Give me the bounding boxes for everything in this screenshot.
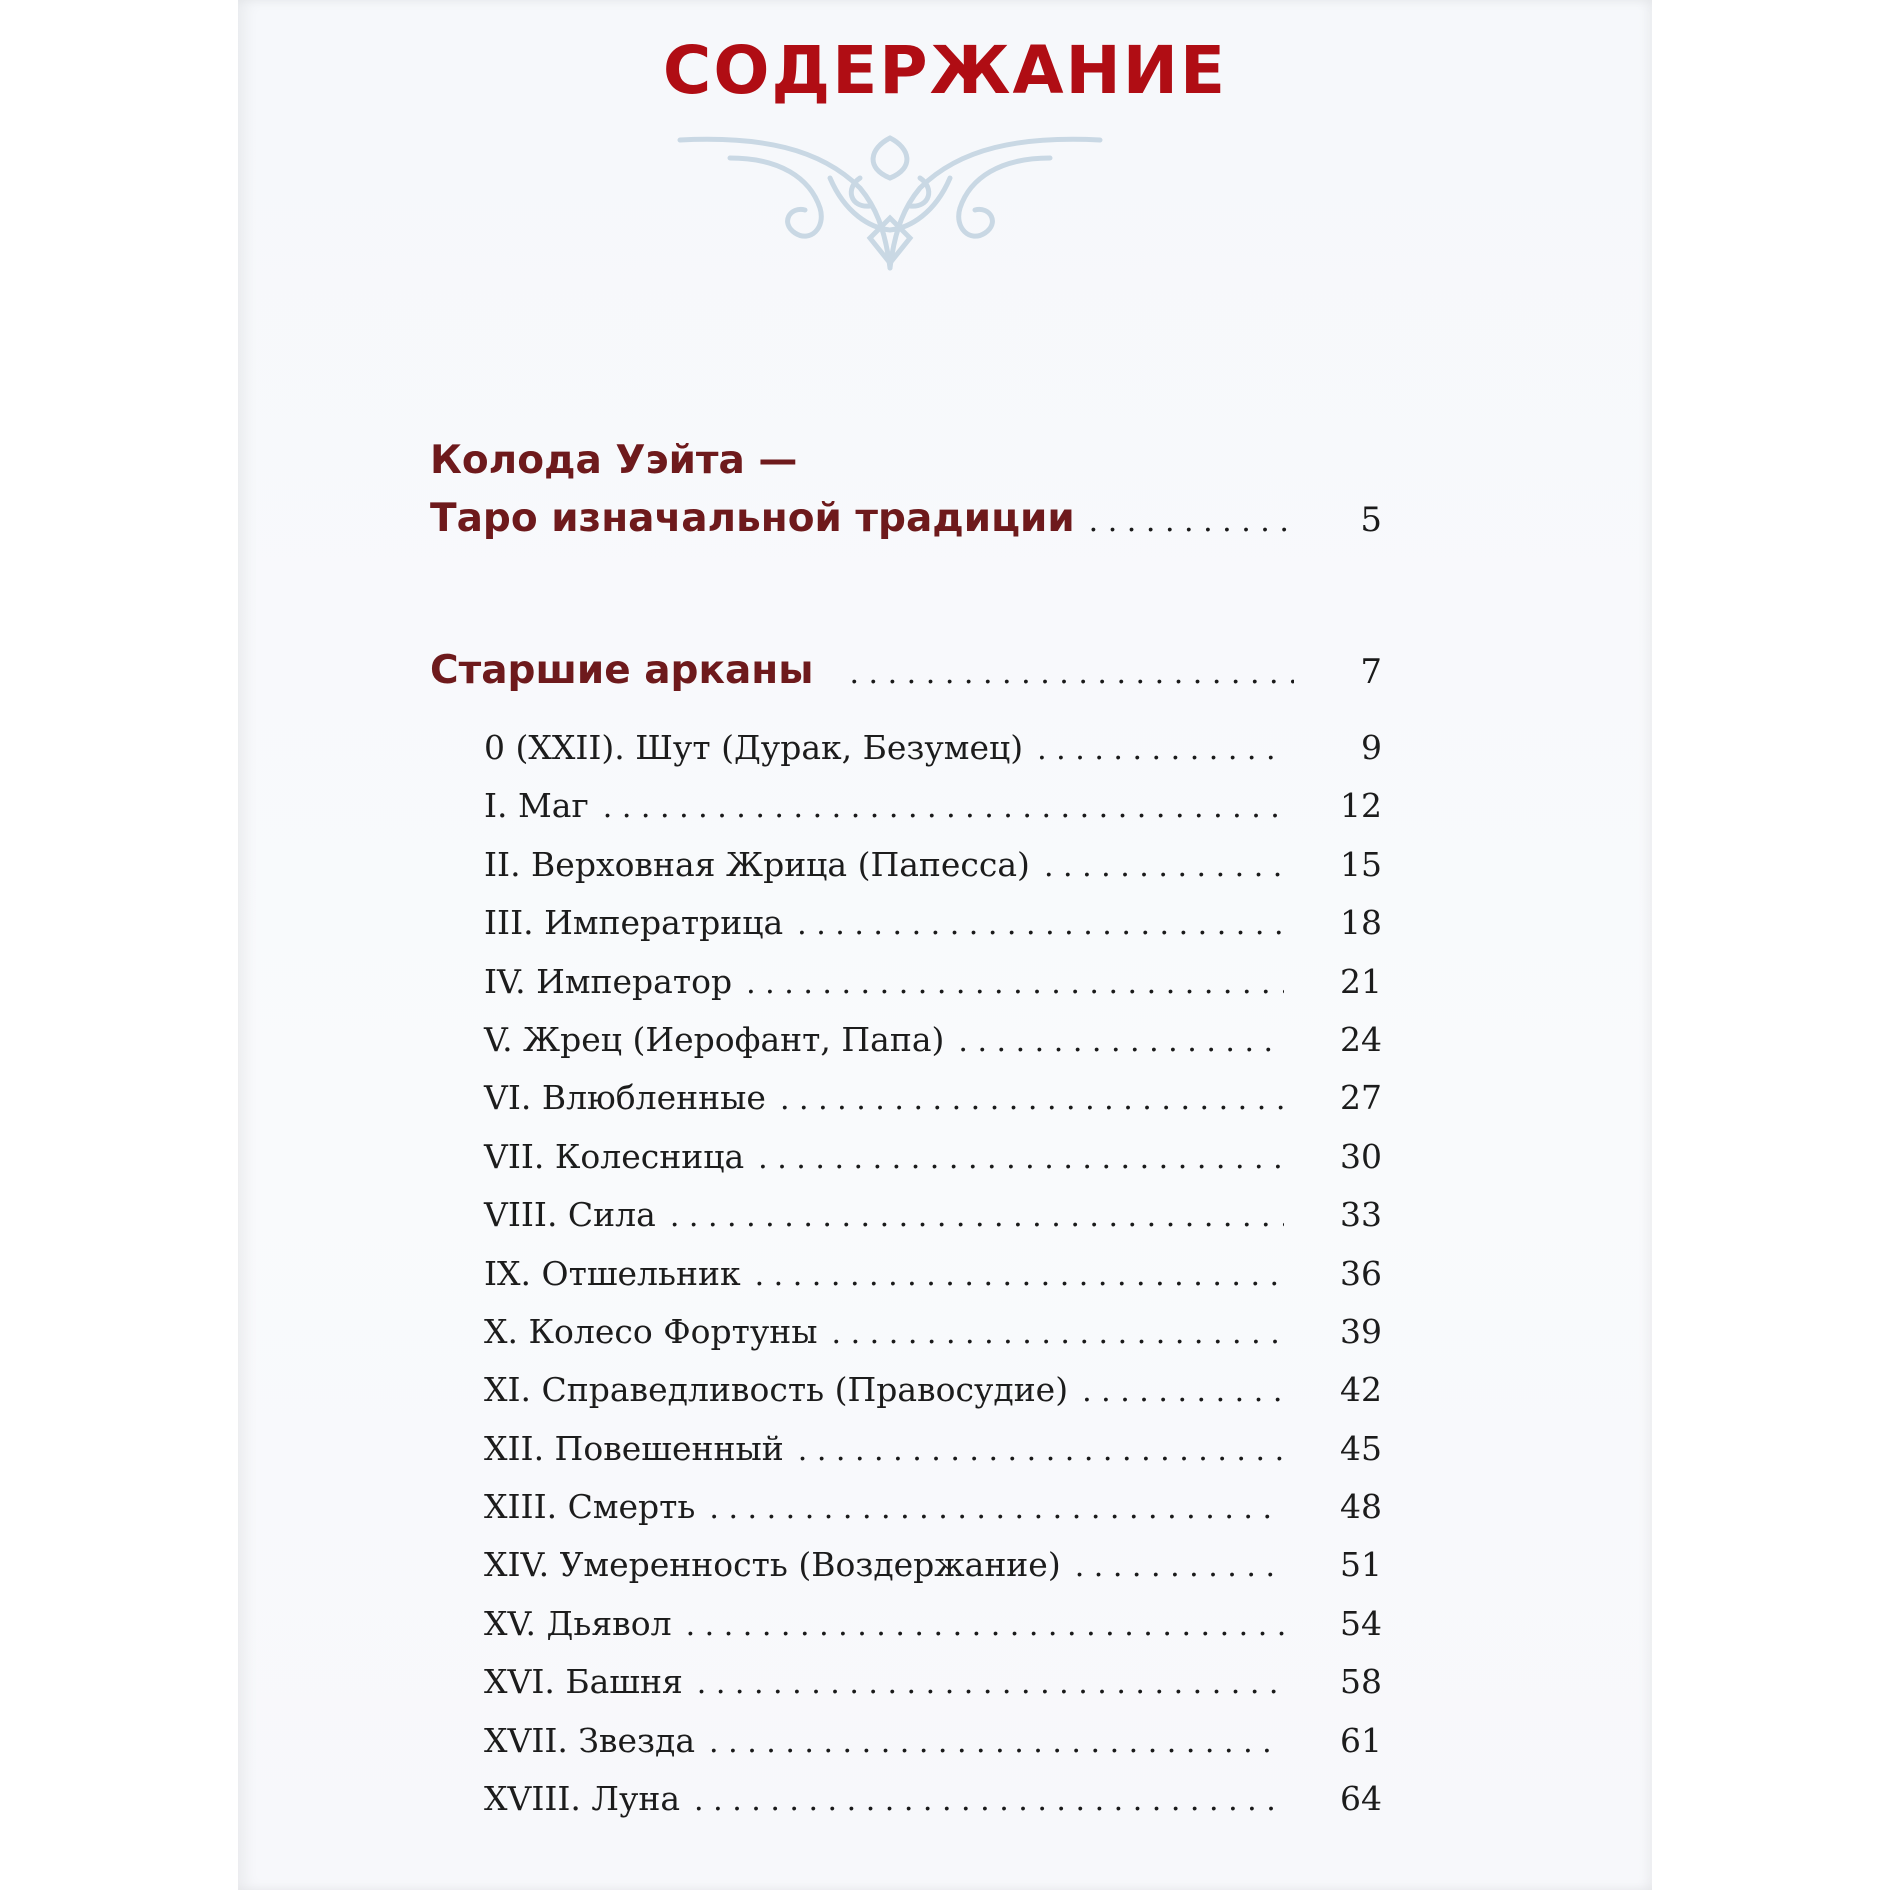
- entry-label: I. Маг: [484, 786, 589, 826]
- entry-label: VI. Влюбленные: [484, 1078, 766, 1118]
- toc-entry[interactable]: [484, 903, 1382, 961]
- section-major-arcana[interactable]: [430, 648, 1382, 693]
- dot-leader: [746, 966, 1284, 1001]
- section-page-number: 5: [1360, 500, 1382, 540]
- dot-leader: [1082, 1374, 1284, 1409]
- entry-label: II. Верховная Жрица (Папесса): [484, 844, 1030, 884]
- dot-leader: [798, 1433, 1284, 1468]
- entry-page-number: 51: [1340, 1545, 1382, 1585]
- entry-page-number: 18: [1340, 903, 1382, 943]
- section-waite-deck[interactable]: [430, 438, 1382, 541]
- dot-leader: [758, 1141, 1284, 1176]
- ornament-divider: [670, 118, 1110, 288]
- dot-leader: [780, 1082, 1284, 1117]
- toc-entries: [484, 728, 1382, 1837]
- toc-entry[interactable]: [484, 1370, 1382, 1428]
- dot-leader: [1089, 504, 1294, 539]
- entry-label: VII. Колесница: [484, 1136, 745, 1176]
- dot-leader: [832, 1316, 1284, 1351]
- entry-label: XVI. Башня: [484, 1662, 683, 1702]
- entry-page-number: 30: [1340, 1136, 1382, 1176]
- toc-entry[interactable]: [484, 1545, 1382, 1603]
- section-title: Старшие арканы: [430, 648, 814, 693]
- toc-entry[interactable]: [484, 728, 1382, 786]
- entry-page-number: 33: [1340, 1195, 1382, 1235]
- entry-page-number: 48: [1340, 1487, 1382, 1527]
- section-title-line2: Таро изначальной традиции: [430, 496, 1075, 541]
- toc-entry[interactable]: [484, 962, 1382, 1020]
- page-title: СОДЕРЖАНИЕ: [662, 32, 1228, 109]
- toc-entry[interactable]: [484, 1662, 1382, 1720]
- toc-entry[interactable]: [484, 1487, 1382, 1545]
- entry-page-number: 12: [1340, 786, 1382, 826]
- dot-leader: [1037, 732, 1284, 767]
- toc-entry[interactable]: [484, 1020, 1382, 1078]
- entry-page-number: 54: [1340, 1603, 1382, 1643]
- dot-leader: [755, 1258, 1284, 1293]
- dot-leader: [797, 907, 1284, 942]
- entry-label: XVIII. Луна: [484, 1779, 681, 1819]
- entry-label: X. Колесо Фортуны: [484, 1311, 818, 1351]
- entry-page-number: 15: [1340, 844, 1382, 884]
- toc-entry[interactable]: [484, 786, 1382, 844]
- entry-label: XI. Справедливость (Правосудие): [484, 1370, 1069, 1410]
- entry-label: VIII. Сила: [484, 1195, 656, 1235]
- entry-label: XVII. Звезда: [484, 1720, 696, 1760]
- toc-entry[interactable]: [484, 1779, 1382, 1837]
- toc-entry[interactable]: [484, 1254, 1382, 1312]
- dot-leader: [958, 1024, 1284, 1059]
- dot-leader: [694, 1783, 1284, 1818]
- toc-entry[interactable]: [484, 845, 1382, 903]
- entry-label: IV. Император: [484, 961, 733, 1001]
- toc-entry[interactable]: [484, 1137, 1382, 1195]
- entry-page-number: 27: [1340, 1078, 1382, 1118]
- entry-page-number: 61: [1340, 1720, 1382, 1760]
- dot-leader: [709, 1725, 1284, 1760]
- toc-entry[interactable]: [484, 1721, 1382, 1779]
- entry-page-number: 21: [1340, 961, 1382, 1001]
- section-title-line1: Колода Уэйта —: [430, 438, 798, 483]
- entry-page-number: 64: [1340, 1779, 1382, 1819]
- dot-leader: [686, 1608, 1284, 1643]
- toc-entry[interactable]: [484, 1195, 1382, 1253]
- entry-page-number: 45: [1340, 1428, 1382, 1468]
- toc-entry[interactable]: [484, 1429, 1382, 1487]
- entry-label: IX. Отшельник: [484, 1253, 741, 1293]
- dot-leader: [849, 656, 1294, 691]
- toc-entry[interactable]: [484, 1312, 1382, 1370]
- section-page-number: 7: [1360, 652, 1382, 692]
- toc-entry[interactable]: [484, 1078, 1382, 1136]
- dot-leader: [670, 1199, 1284, 1234]
- entry-label: XIII. Смерть: [484, 1487, 696, 1527]
- entry-label: XV. Дьявол: [484, 1603, 672, 1643]
- entry-label: 0 (XXII). Шут (Дурак, Безумец): [484, 728, 1024, 767]
- toc-entry[interactable]: [484, 1604, 1382, 1662]
- entry-page-number: 9: [1361, 728, 1382, 767]
- dot-leader: [709, 1491, 1284, 1526]
- dot-leader: [603, 790, 1284, 825]
- entry-page-number: 24: [1340, 1019, 1382, 1059]
- entry-page-number: 39: [1340, 1311, 1382, 1351]
- entry-page-number: 42: [1340, 1370, 1382, 1410]
- entry-label: XIV. Умеренность (Воздержание): [484, 1545, 1061, 1585]
- entry-page-number: 36: [1340, 1253, 1382, 1293]
- entry-label: III. Императрица: [484, 903, 784, 943]
- entry-label: V. Жрец (Иерофант, Папа): [484, 1019, 945, 1059]
- entry-page-number: 58: [1340, 1662, 1382, 1702]
- dot-leader: [697, 1666, 1284, 1701]
- dot-leader: [1044, 849, 1284, 884]
- dot-leader: [1075, 1549, 1284, 1584]
- entry-label: XII. Повешенный: [484, 1428, 784, 1468]
